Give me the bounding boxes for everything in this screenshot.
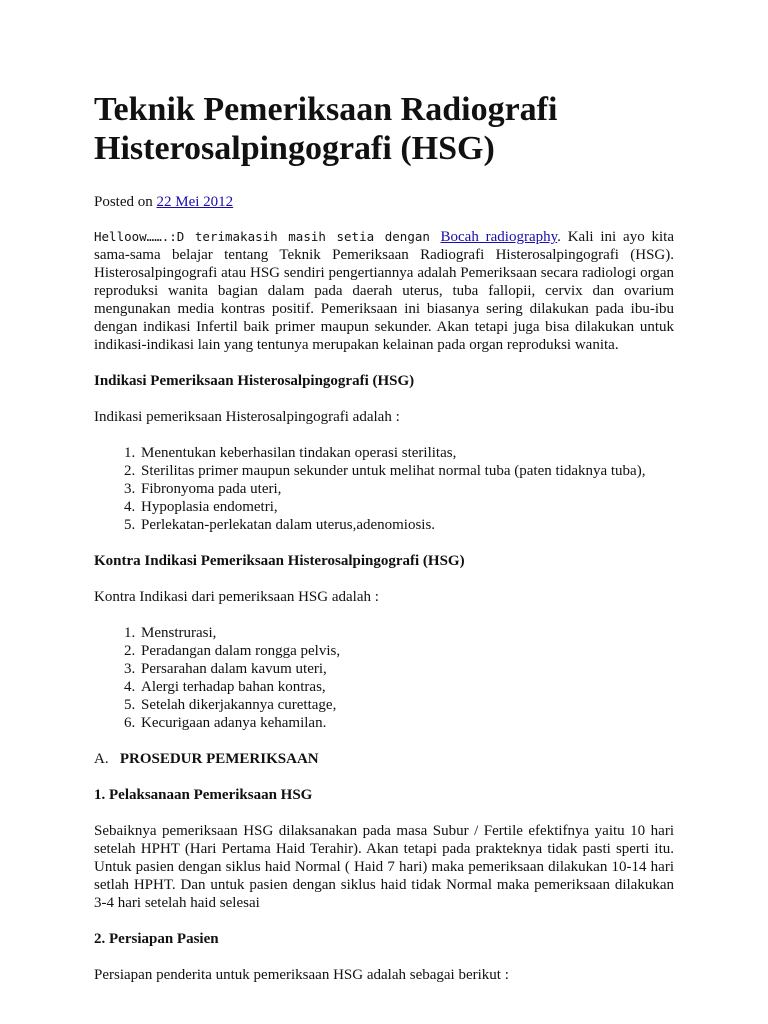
list-item: 1. Menentukan keberhasilan tindakan operasi sterilitas, (139, 444, 674, 462)
list-item: 6. Kecurigaan adanya kehamilan. (139, 714, 674, 732)
title-line-2: Histerosalpingografi (HSG) (94, 130, 495, 167)
post-meta (94, 193, 674, 211)
list-item: 4. Alergi terhadap bahan kontras, (139, 678, 674, 696)
kontra-list (94, 624, 674, 732)
title-line-1: Teknik Pemeriksaan Radiografi (94, 91, 558, 128)
subsection-1-text: Sebaiknya pemeriksaan HSG dilaksanakan pada masa Subur / Fertile efektifnya yaitu 10 hari setelah HPHT (Hari Pertama Haid Terahir). Akan tetapi pada prakteknya tidak pasti sperti itu. Untuk pasien dengan siklus haid Normal ( Haid 7 hari) maka pemeriksaan dilakukan 10-14 hari setlah HPHT. Dan untuk pasien dengan siklus haid tidak Normal maka pemeriksaan dilakukan 3-4 hari setelah haid selesai (94, 823, 674, 911)
list-item: 2. Sterilitas primer maupun sekunder untuk melihat normal tuba (paten tidaknya tuba), (139, 462, 674, 480)
subsection-2-text: Persiapan penderita untuk pemeriksaan HSG adalah sebagai berikut : (94, 967, 509, 983)
section-letter: A. (94, 751, 109, 767)
posted-date-link[interactable]: 22 Mei 2012 (156, 194, 234, 210)
indikasi-heading: Indikasi Pemeriksaan Histerosalpingografi (HSG) (94, 373, 415, 389)
indikasi-list (94, 444, 674, 534)
indikasi-intro: Indikasi pemeriksaan Histerosalpingografi adalah : (94, 409, 400, 425)
subsection-2-heading: 2. Persiapan Pasien (94, 931, 219, 947)
kontra-heading: Kontra Indikasi Pemeriksaan Histerosalpingografi (HSG) (94, 553, 465, 569)
list-item: 1. Menstrurasi, (139, 624, 674, 642)
section-a-heading (94, 750, 674, 768)
kontra-intro: Kontra Indikasi dari pemeriksaan HSG adalah : (94, 589, 379, 605)
section-title: PROSEDUR PEMERIKSAAN (119, 751, 319, 767)
list-item: 4. Hypoplasia endometri, (139, 498, 674, 516)
list-item: 5. Setelah dikerjakannya curettage, (139, 696, 674, 714)
intro-paragraph (94, 228, 674, 354)
intro-greeting: Helloow…….:D terimakasih masih setia dengan (94, 229, 441, 244)
posted-prefix: Posted on (94, 194, 157, 210)
list-item: 5. Perlekatan-perlekatan dalam uterus,adenomiosis. (139, 516, 674, 534)
blog-link[interactable]: Bocah radiography (440, 229, 558, 245)
intro-text: . Kali ini ayo kita sama-sama belajar tentang Teknik Pemeriksaan Radiografi Histerosalpingografi (HSG). Histerosalpingografi atau HSG sendiri pengertiannya adalah Pemeriksaan secara radiologi organ reproduksi wanita bagian dalam pada daerah uterus, tuba fallopii, cervix dan ovarium mengunakan media kontras positif. Pemeriksaan ini biasanya sering dilakukan pada ibu-ibu dengan indikasi Infertil baik primer maupun sekunder. Akan tetapi juga bisa dilakukan untuk indikasi-indikasi lain yang tentunya merupakan kelainan pada organ reproduksi wanita. (94, 229, 675, 353)
list-item: 3. Persarahan dalam kavum uteri, (139, 660, 674, 678)
list-item: 2. Peradangan dalam rongga pelvis, (139, 642, 674, 660)
subsection-1-heading: 1. Pelaksanaan Pemeriksaan HSG (94, 787, 313, 803)
list-item: 3. Fibronyoma pada uteri, (139, 480, 674, 498)
page-title (94, 90, 674, 168)
